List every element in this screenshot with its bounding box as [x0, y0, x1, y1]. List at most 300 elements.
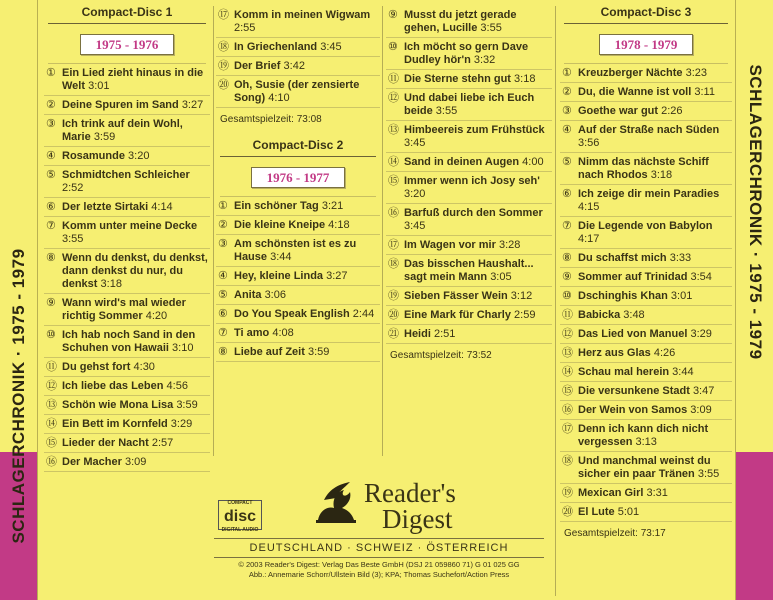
track-duration: 3:20 [404, 188, 426, 200]
track-title: Die versunkene Stadt [578, 385, 690, 397]
track-row [560, 64, 732, 83]
track-row [560, 325, 732, 344]
track-title: Sieben Fässer Wein [404, 290, 508, 302]
track-title: Rosamunde [62, 150, 125, 162]
cd3-title: Compact-Disc 3 [564, 0, 728, 24]
track-duration: 4:56 [166, 380, 188, 392]
track-number: ③ [562, 105, 572, 117]
track-row [386, 89, 552, 121]
track-title-line [234, 346, 378, 359]
track-duration: 2:51 [433, 328, 456, 340]
track-number: ⑧ [218, 346, 228, 358]
track-title: Du schaffst mich [578, 252, 667, 264]
track-duration: 4:20 [145, 310, 168, 322]
track-number: ⑮ [46, 437, 57, 449]
track-number: ⑧ [46, 252, 56, 264]
cd1-cd2-column [216, 0, 380, 362]
track-row [216, 197, 380, 216]
track-row [44, 294, 210, 326]
track-title-line [62, 67, 208, 93]
track-title-line [234, 327, 378, 340]
track-title-line [62, 456, 208, 469]
track-duration: 3:10 [172, 342, 194, 354]
track-title: Die Legende von Babylon [578, 220, 713, 232]
track-number: ⑮ [388, 175, 399, 187]
track-title-line [578, 290, 730, 303]
track-title-line [578, 252, 730, 265]
track-row [44, 434, 210, 453]
track-title: Ich liebe das Leben [62, 380, 164, 392]
track-duration: 3:45 [404, 220, 426, 232]
track-title: Ein schöner Tag [234, 200, 319, 212]
spine-title: SCHLAGERCHRONIK · 1975 - 1979 [8, 248, 28, 544]
track-row [216, 305, 380, 324]
cd3-years-label: 1978 - 1979 [599, 34, 693, 55]
track-number: ① [218, 200, 228, 212]
track-number: ⑫ [562, 328, 573, 340]
track-duration: 3:23 [685, 67, 708, 79]
track-duration: 3:05 [490, 271, 512, 283]
track-row [386, 172, 552, 204]
track-row [44, 96, 210, 115]
track-title: Du gehst fort [62, 361, 131, 373]
track-duration: 5:01 [617, 506, 640, 518]
track-duration: 2:57 [151, 437, 174, 449]
track-duration: 3:32 [473, 54, 496, 66]
track-duration: 3:55 [62, 233, 84, 245]
track-number: ⑬ [388, 124, 399, 136]
track-title: Das bisschen Haushalt... sagt mein Mann [404, 258, 534, 283]
track-row [560, 121, 732, 153]
left-spine [0, 0, 38, 600]
track-title-line [62, 297, 208, 323]
track-title-line [578, 156, 730, 182]
column-divider [213, 6, 214, 456]
track-row [216, 267, 380, 286]
track-title: Ich zeige dir mein Paradies [578, 188, 720, 200]
track-row [386, 306, 552, 325]
track-number: ⑤ [218, 289, 228, 301]
track-title-line [578, 124, 730, 150]
track-duration: 4:14 [151, 201, 173, 213]
track-number: ⑲ [562, 487, 573, 499]
track-title-line [62, 150, 208, 163]
track-number: ⑪ [46, 361, 57, 373]
track-title: Hey, kleine Linda [234, 270, 324, 282]
track-number: ⑱ [388, 258, 399, 270]
track-row [560, 382, 732, 401]
track-title: Schmidtchen Schleicher [62, 169, 190, 181]
track-row [386, 255, 552, 287]
track-title: Musst du jetzt gerade gehen, Lucille [404, 9, 517, 34]
cd1-title: Compact-Disc 1 [48, 0, 206, 24]
track-title: Dschinghis Khan [578, 290, 668, 302]
track-row [44, 147, 210, 166]
track-title-line [578, 271, 730, 284]
track-title-line [404, 309, 550, 322]
track-duration: 3:44 [270, 251, 292, 263]
track-number: ⑭ [562, 366, 573, 378]
track-title: In Griechenland [234, 41, 318, 53]
track-title: Im Wagen vor mir [404, 239, 496, 251]
track-duration: 2:52 [62, 182, 84, 194]
track-row [560, 503, 732, 522]
track-title-line [62, 418, 208, 431]
track-duration: 3:29 [690, 328, 712, 340]
cd1-tracklist [44, 64, 210, 472]
track-duration: 2:26 [661, 105, 683, 117]
track-title: Am schönsten ist es zu Hause [234, 238, 357, 263]
track-number: ⑧ [562, 252, 572, 264]
track-title-line [234, 60, 378, 73]
track-row [386, 204, 552, 236]
track-title-line [578, 105, 730, 118]
track-row [216, 76, 380, 108]
track-title: Ti amo [234, 327, 270, 339]
track-row [560, 102, 732, 121]
track-number: ⑳ [218, 79, 229, 91]
track-title-line [404, 239, 550, 252]
track-row [386, 6, 552, 38]
track-duration: 3:59 [93, 131, 116, 143]
track-row [560, 452, 732, 484]
track-title-line [578, 86, 730, 99]
track-duration: 3:12 [510, 290, 533, 302]
track-number: ⑦ [46, 220, 56, 232]
track-title: Komm in meinen Wigwam [234, 9, 371, 21]
track-duration: 3:33 [669, 252, 692, 264]
track-number: ⑥ [46, 201, 56, 213]
track-duration: 3:27 [181, 99, 204, 111]
track-number: ⑦ [218, 327, 228, 339]
track-number: ⑩ [562, 290, 572, 302]
track-duration: 3:21 [321, 200, 344, 212]
track-row [44, 326, 210, 358]
track-title: Wenn du denkst, du denkst, dann denkst du nur, du denkst [62, 252, 208, 290]
track-title: Babicka [578, 309, 621, 321]
cd2-years-label: 1976 - 1977 [251, 167, 345, 188]
track-title-line [62, 380, 208, 393]
track-number: ⑥ [562, 188, 572, 200]
track-title: Kreuzberger Nächte [578, 67, 683, 79]
track-duration: 3:13 [635, 436, 657, 448]
track-number: ⑳ [562, 506, 573, 518]
track-row [560, 287, 732, 306]
track-number: ⑫ [388, 92, 399, 104]
track-duration: 3:31 [646, 487, 668, 499]
track-title-line [62, 437, 208, 450]
track-number: ② [218, 219, 228, 231]
track-row [44, 249, 210, 294]
track-title-line [234, 289, 378, 302]
cd3-total-time: Gesamtspielzeit: 73:17 [564, 528, 666, 539]
track-title: Mexican Girl [578, 487, 644, 499]
track-title: Du, die Wanne ist voll [578, 86, 692, 98]
track-title: Schön wie Mona Lisa [62, 399, 174, 411]
track-row [386, 38, 552, 70]
track-duration: 3:18 [650, 169, 673, 181]
track-title: Oh, Susie (der zensierte Song) [234, 79, 360, 104]
track-title-line [578, 366, 730, 379]
track-number: ⑬ [46, 399, 57, 411]
track-title-line [404, 258, 550, 284]
track-row [560, 268, 732, 287]
track-title-line [404, 124, 550, 150]
copyright-notice: © 2003 Reader's Digest: Verlag Das Beste GmbH (DSJ 21 059860 71) G 01 025 GG Abb.: Annemarie Schorr/Ullstein Bild (3); KPA; Thomas Suchefort/Action Press [238, 560, 520, 579]
track-title: Der letzte Sirtaki [62, 201, 149, 213]
column-divider [382, 6, 383, 456]
track-duration: 4:08 [272, 327, 294, 339]
cd2-column-continued [386, 0, 552, 367]
track-duration: 3:45 [404, 137, 426, 149]
track-row [560, 306, 732, 325]
track-row [386, 325, 552, 344]
cd1-column [44, 0, 210, 472]
track-title-line [234, 219, 378, 232]
track-duration: 3:18 [514, 73, 536, 85]
cd2-title: Compact-Disc 2 [220, 133, 376, 157]
track-row [216, 343, 380, 362]
track-duration: 3:48 [623, 309, 645, 321]
track-title: Liebe auf Zeit [234, 346, 305, 358]
track-duration: 3:45 [320, 41, 342, 53]
track-title: Der Macher [62, 456, 122, 468]
track-number: ⑨ [388, 9, 398, 21]
track-number: ⑫ [46, 380, 57, 392]
track-number: ② [46, 99, 56, 111]
track-row [560, 249, 732, 268]
cd3-tracklist [560, 64, 732, 522]
track-title-line [404, 290, 550, 303]
track-title-line [62, 361, 208, 374]
track-title-line [578, 385, 730, 398]
track-title-line [404, 175, 550, 201]
track-title: Wann wird's mal wieder richtig Sommer [62, 297, 186, 322]
track-title-line [404, 207, 550, 233]
track-duration: 4:17 [578, 233, 600, 245]
track-title: Der Wein von Samos [578, 404, 688, 416]
track-number: ⑭ [46, 418, 57, 430]
track-number: ⑯ [388, 207, 399, 219]
track-title-line [578, 309, 730, 322]
track-title: Nimm das nächste Schiff nach Rhodos [578, 156, 709, 181]
track-duration: 3:20 [128, 150, 150, 162]
track-number: ⑥ [218, 308, 228, 320]
track-title-line [578, 506, 730, 519]
track-duration: 3:55 [697, 468, 720, 480]
track-duration: 3:28 [498, 239, 521, 251]
track-title: Barfuß durch den Sommer [404, 207, 543, 219]
track-title: Ich möcht so gern Dave Dudley hör'n [404, 41, 529, 66]
track-number: ④ [562, 124, 572, 136]
track-duration: 3:42 [283, 60, 305, 72]
track-duration: 2:55 [234, 22, 256, 34]
track-number: ⑤ [46, 169, 56, 181]
spine-accent-bar [736, 452, 773, 600]
track-title: Und dabei liebe ich Euch beide [404, 92, 535, 117]
track-row [44, 377, 210, 396]
track-row [44, 415, 210, 434]
track-title-line [578, 220, 730, 246]
track-title-line [404, 156, 550, 169]
cd1-tracklist-continued [216, 0, 380, 108]
track-number: ⑦ [562, 220, 572, 232]
track-number: ㉑ [388, 328, 399, 340]
track-title: Ein Bett im Kornfeld [62, 418, 168, 430]
track-title-line [62, 220, 208, 246]
track-duration: 3:59 [307, 346, 330, 358]
track-number: ② [562, 86, 572, 98]
track-duration: 3:06 [264, 289, 286, 301]
track-duration: 2:59 [514, 309, 536, 321]
track-title-line [234, 9, 378, 35]
track-number: ③ [46, 118, 56, 130]
track-title: Eine Mark für Charly [404, 309, 511, 321]
track-title-line [234, 308, 378, 321]
track-duration: 3:55 [435, 105, 458, 117]
pegasus-icon [310, 480, 362, 526]
track-duration: 3:27 [326, 270, 348, 282]
cd2-tracklist [216, 197, 380, 362]
cd2-total-time: Gesamtspielzeit: 73:52 [390, 350, 492, 361]
track-row [560, 83, 732, 102]
track-number: ⑯ [562, 404, 573, 416]
track-title-line [578, 423, 730, 449]
track-row [216, 216, 380, 235]
track-title-line [578, 328, 730, 341]
track-number: ⑩ [388, 41, 398, 53]
track-number: ⑳ [388, 309, 399, 321]
track-number: ⑰ [218, 9, 229, 21]
track-row [386, 121, 552, 153]
track-number: ⑯ [46, 456, 57, 468]
track-row [216, 235, 380, 267]
track-title-line [62, 99, 208, 112]
track-title: Anita [234, 289, 262, 301]
track-title-line [404, 328, 550, 341]
track-duration: 3:01 [88, 80, 110, 92]
track-title-line [578, 404, 730, 417]
spine-title: SCHLAGERCHRONIK · 1975 - 1979 [745, 64, 765, 360]
track-row [44, 198, 210, 217]
track-title-line [234, 41, 378, 54]
track-title-line [404, 92, 550, 118]
track-number: ⑩ [46, 329, 56, 341]
track-number: ⑱ [562, 455, 573, 467]
countries-line: DEUTSCHLAND · SCHWEIZ · ÖSTERREICH [214, 538, 544, 558]
track-duration: 3:56 [578, 137, 600, 149]
track-number: ⑪ [388, 73, 399, 85]
track-row [386, 70, 552, 89]
column-divider [555, 6, 556, 596]
track-title-line [234, 238, 378, 264]
track-duration: 3:01 [670, 290, 693, 302]
track-duration: 4:30 [133, 361, 155, 373]
track-duration: 3:09 [690, 404, 712, 416]
track-number: ⑪ [562, 309, 573, 321]
track-duration: 4:26 [653, 347, 676, 359]
track-row [44, 358, 210, 377]
track-row [560, 420, 732, 452]
track-title-line [578, 455, 730, 481]
track-title: Ein Lied zieht hinaus in die Welt [62, 67, 204, 92]
track-number: ⑱ [218, 41, 229, 53]
track-number: ③ [218, 238, 228, 250]
track-duration: 3:09 [124, 456, 147, 468]
track-row [386, 287, 552, 306]
track-title: Das Lied von Manuel [578, 328, 688, 340]
right-spine [735, 0, 773, 600]
track-number: ⑰ [388, 239, 399, 251]
track-row [216, 324, 380, 343]
track-title: Heidi [404, 328, 431, 340]
track-row [216, 38, 380, 57]
track-duration: 2:44 [352, 308, 375, 320]
track-duration: 3:29 [170, 418, 193, 430]
track-title-line [62, 329, 208, 355]
track-title-line [578, 188, 730, 214]
track-title: Sommer auf Trinidad [578, 271, 688, 283]
track-row [44, 166, 210, 198]
track-title-line [404, 41, 550, 67]
cd1-years-label: 1975 - 1976 [80, 34, 174, 55]
readers-digest-wordmark: Reader's Digest [364, 478, 456, 534]
track-number: ⑲ [218, 60, 229, 72]
track-title: El Lute [578, 506, 615, 518]
track-row [560, 363, 732, 382]
cd3-column [560, 0, 732, 545]
track-title: Auf der Straße nach Süden [578, 124, 720, 136]
track-duration: 3:59 [176, 399, 198, 411]
track-number: ⑬ [562, 347, 573, 359]
track-row [216, 57, 380, 76]
track-title: Ich trink auf dein Wohl, Marie [62, 118, 183, 143]
track-duration: 3:54 [690, 271, 712, 283]
track-duration: 4:10 [268, 92, 290, 104]
track-title-line [62, 169, 208, 195]
track-row [560, 401, 732, 420]
publisher-block [214, 470, 544, 596]
track-title: Deine Spuren im Sand [62, 99, 179, 111]
cd1-total-time: Gesamtspielzeit: 73:08 [220, 114, 322, 125]
track-title: Herz aus Glas [578, 347, 651, 359]
track-duration: 3:18 [100, 278, 122, 290]
track-row [44, 396, 210, 415]
track-row [560, 484, 732, 503]
track-title: Ich hab noch Sand in den Schuhen von Hawaii [62, 329, 196, 354]
track-title: Schau mal herein [578, 366, 670, 378]
track-number: ⑤ [562, 156, 572, 168]
track-number: ④ [218, 270, 228, 282]
track-title: Lieder der Nacht [62, 437, 149, 449]
track-number: ⑨ [46, 297, 56, 309]
track-row [44, 453, 210, 472]
track-number: ⑲ [388, 290, 399, 302]
track-number: ① [46, 67, 56, 79]
track-row [560, 185, 732, 217]
track-number: ④ [46, 150, 56, 162]
track-duration: 4:18 [328, 219, 350, 231]
track-row [560, 153, 732, 185]
track-title-line [62, 252, 208, 291]
track-title: Die Sterne stehn gut [404, 73, 511, 85]
track-title: Immer wenn ich Josy seh' [404, 175, 540, 187]
track-number: ⑭ [388, 156, 399, 168]
track-title-line [62, 201, 208, 214]
track-row [44, 64, 210, 96]
track-row [216, 6, 380, 38]
track-number: ① [562, 67, 572, 79]
